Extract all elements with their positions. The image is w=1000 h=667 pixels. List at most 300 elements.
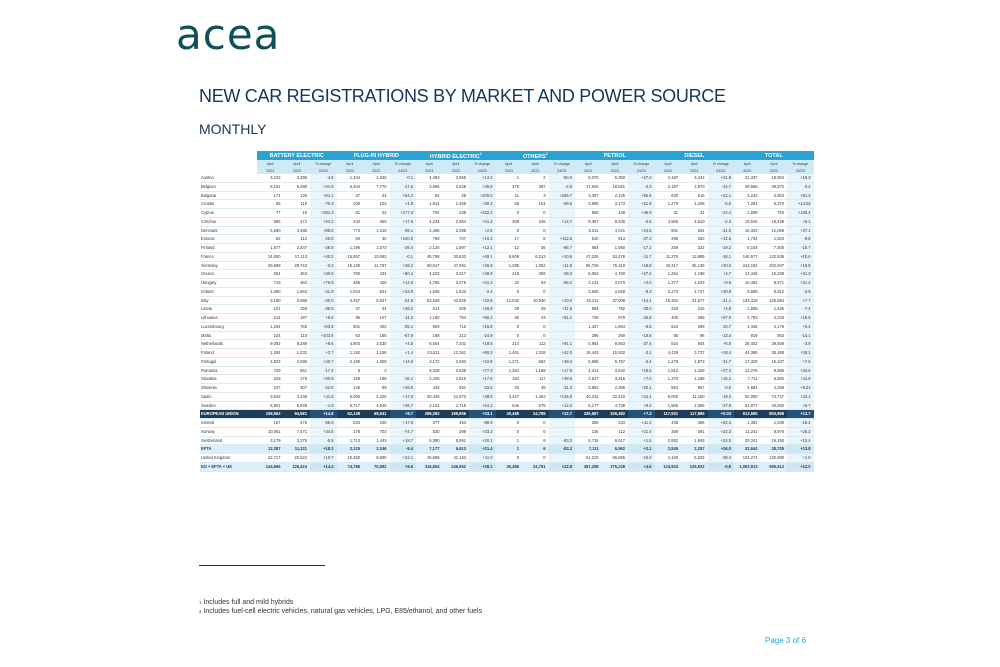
value-cell: 3,179: [257, 436, 284, 445]
value-cell: 126,424: [284, 462, 311, 471]
value-cell: 1,198: [681, 270, 708, 279]
value-cell: +11.5: [549, 305, 576, 314]
value-cell: 16,107: [761, 357, 788, 366]
country-cell: EFTA: [200, 445, 257, 454]
value-cell: 2,126: [416, 244, 443, 253]
value-cell: 108,562: [257, 410, 284, 419]
value-cell: 82: [257, 235, 284, 244]
value-cell: 63: [522, 279, 549, 288]
value-cell: +25.2: [787, 427, 814, 436]
value-cell: 202,947: [761, 261, 788, 270]
value-cell: 1,516: [363, 226, 390, 235]
value-cell: 2,345: [416, 375, 443, 384]
value-cell: +18.7: [390, 436, 417, 445]
value-cell: 1,863: [284, 287, 311, 296]
value-cell: 13,387: [257, 445, 284, 454]
value-cell: +88.8: [310, 226, 337, 235]
value-cell: +27.2: [628, 270, 655, 279]
value-cell: 246,962: [443, 462, 470, 471]
value-cell: 853: [655, 384, 682, 393]
value-cell: 5: [337, 366, 364, 375]
value-cell: [549, 454, 576, 463]
value-cell: 70,682: [363, 462, 390, 471]
value-cell: 76,319: [602, 261, 629, 270]
value-cell: 10,462: [734, 279, 761, 288]
group-label: PETROL: [603, 152, 626, 159]
table-row: [200, 217, 814, 226]
value-cell: +34.5: [310, 427, 337, 436]
value-cell: 9,387: [575, 217, 602, 226]
value-cell: 23,611: [416, 349, 443, 358]
value-cell: 501: [655, 226, 682, 235]
value-cell: +8.21: [787, 384, 814, 393]
value-cell: -67.9: [390, 331, 417, 340]
value-cell: 1,673: [363, 244, 390, 253]
value-cell: 1,443: [363, 436, 390, 445]
value-cell: +38.2: [390, 305, 417, 314]
value-cell: 32,410: [602, 392, 629, 401]
value-cell: +41.4: [469, 217, 496, 226]
value-cell: 584: [575, 305, 602, 314]
value-cell: 6,716: [575, 436, 602, 445]
value-cell: 28: [443, 191, 470, 200]
value-cell: 74,786: [337, 462, 364, 471]
value-cell: [549, 331, 576, 340]
value-cell: +63.9: [310, 322, 337, 331]
value-cell: 624: [655, 322, 682, 331]
value-cell: 953: [761, 331, 788, 340]
group-label: PLUG-IN HYBRID: [353, 152, 399, 159]
value-cell: 6,913: [443, 445, 470, 454]
value-cell: 3: [522, 191, 549, 200]
value-cell: 7,284: [734, 200, 761, 209]
value-cell: 754: [443, 314, 470, 323]
value-cell: +2.5: [469, 226, 496, 235]
value-cell: -16.4: [787, 419, 814, 428]
value-cell: +17.5: [469, 375, 496, 384]
value-cell: 426: [363, 279, 390, 288]
value-cell: 504: [681, 340, 708, 349]
value-cell: 6,480: [284, 182, 311, 191]
value-cell: 1,062: [522, 261, 549, 270]
subheader-cell: % change: [310, 160, 337, 167]
value-cell: 1,189: [522, 366, 549, 375]
value-cell: 1,848: [681, 436, 708, 445]
country-cell: Hungary: [200, 279, 257, 288]
value-cell: +11.5: [549, 261, 576, 270]
value-cell: +61.1: [310, 191, 337, 200]
value-cell: +4.5: [390, 340, 417, 349]
value-cell: +18.4: [708, 349, 735, 358]
value-cell: 12: [496, 244, 523, 253]
country-cell: Denmark: [200, 226, 257, 235]
table-row: [200, 314, 814, 323]
value-cell: +21.9: [708, 174, 735, 182]
value-cell: +49.9: [469, 270, 496, 279]
value-cell: 60: [337, 235, 364, 244]
value-cell: 34: [363, 305, 390, 314]
value-cell: 434: [337, 217, 364, 226]
value-cell: 243,182: [734, 261, 761, 270]
value-cell: 117,896: [681, 410, 708, 419]
table-row: [200, 296, 814, 305]
value-cell: -36.5: [310, 305, 337, 314]
subheader-cell: April: [734, 160, 761, 167]
subheader-cell: % change: [549, 160, 576, 167]
value-cell: 132,980: [761, 454, 788, 463]
value-cell: +103.6: [310, 331, 337, 340]
value-cell: 29: [522, 305, 549, 314]
value-cell: 4,760: [602, 270, 629, 279]
value-cell: 472: [284, 217, 311, 226]
value-cell: +23.1: [787, 392, 814, 401]
value-cell: 107: [363, 314, 390, 323]
value-cell: 4,428: [655, 349, 682, 358]
subheader-year-cell: 2024: [655, 167, 682, 174]
table-row: [200, 410, 814, 419]
value-cell: +18.5: [787, 314, 814, 323]
value-cell: 1,254: [655, 270, 682, 279]
value-cell: +22.8: [469, 357, 496, 366]
value-cell: 1,873: [681, 357, 708, 366]
value-cell: 3,642: [602, 366, 629, 375]
value-cell: 12,361: [443, 349, 470, 358]
value-cell: 20,592: [761, 401, 788, 410]
value-cell: -3.9: [787, 287, 814, 296]
value-cell: 3,970: [681, 182, 708, 191]
value-cell: +18.2: [310, 445, 337, 454]
value-cell: 841: [363, 287, 390, 296]
subheader-year-cell: 24/23: [628, 167, 655, 174]
value-cell: 146,577: [734, 252, 761, 261]
value-cell: 1,279: [655, 200, 682, 209]
value-cell: -0.1: [390, 174, 417, 182]
value-cell: +17.0: [390, 392, 417, 401]
value-cell: 1,271: [496, 357, 523, 366]
value-cell: 375,228: [602, 462, 629, 471]
value-cell: +200.0: [469, 191, 496, 200]
group-header-5: [655, 151, 735, 160]
value-cell: 1,029: [522, 349, 549, 358]
value-cell: 2: [522, 174, 549, 182]
value-cell: 134,274: [734, 454, 761, 463]
subheader-cell: April: [257, 160, 284, 167]
value-cell: 215: [496, 270, 523, 279]
value-cell: 40,317: [655, 261, 682, 270]
value-cell: +55.6: [628, 191, 655, 200]
table-row: [200, 349, 814, 358]
value-cell: 3,395: [284, 174, 311, 182]
value-cell: 178: [337, 427, 364, 436]
value-cell: 84: [416, 191, 443, 200]
value-cell: 2,347: [284, 244, 311, 253]
value-cell: -7.4: [787, 305, 814, 314]
value-cell: 3,172: [416, 357, 443, 366]
value-cell: +21.4: [628, 427, 655, 436]
value-cell: 182: [496, 375, 523, 384]
value-cell: 703: [363, 427, 390, 436]
country-cell: Czechia: [200, 217, 257, 226]
value-cell: 188: [363, 375, 390, 384]
value-cell: 85: [655, 331, 682, 340]
value-cell: -44.7: [708, 182, 735, 191]
value-cell: -3.9: [787, 340, 814, 349]
value-cell: -65.2: [549, 279, 576, 288]
value-cell: 4,904: [337, 340, 364, 349]
value-cell: 159: [284, 305, 311, 314]
country-cell: Bulgaria: [200, 191, 257, 200]
value-cell: 15,442: [575, 349, 602, 358]
value-cell: -14.1: [787, 331, 814, 340]
value-cell: 1,639: [761, 419, 788, 428]
value-cell: 1: [496, 436, 523, 445]
value-cell: +10.4: [787, 436, 814, 445]
value-cell: 17: [496, 235, 523, 244]
value-cell: 729: [257, 366, 284, 375]
value-cell: [549, 419, 576, 428]
value-cell: 18,302: [655, 296, 682, 305]
value-cell: 47,245: [575, 252, 602, 261]
value-cell: -4.8: [310, 174, 337, 182]
subheader-cell: April: [337, 160, 364, 167]
country-cell: United Kingdom: [200, 454, 257, 463]
value-cell: 161: [522, 200, 549, 209]
value-cell: 9,553: [602, 340, 629, 349]
value-cell: 175: [284, 375, 311, 384]
value-cell: -4.5: [549, 182, 576, 191]
value-cell: 10,940: [522, 296, 549, 305]
value-cell: +17.0: [390, 419, 417, 428]
value-cell: +20.1: [628, 384, 655, 393]
subheader-year-cell: 2024: [257, 167, 284, 174]
value-cell: 16,867: [337, 252, 364, 261]
value-cell: 29,743: [284, 261, 311, 270]
value-cell: 8,912: [761, 287, 788, 296]
country-cell: Austria: [200, 174, 257, 182]
value-cell: 7,711: [734, 375, 761, 384]
country-cell: Greece: [200, 270, 257, 279]
value-cell: +24.5: [708, 436, 735, 445]
table-row: [200, 209, 814, 218]
value-cell: 595: [257, 217, 284, 226]
value-cell: [549, 287, 576, 296]
value-cell: 1,737: [681, 287, 708, 296]
table-row: [200, 392, 814, 401]
value-cell: 112: [284, 235, 311, 244]
value-cell: 8,070: [575, 174, 602, 182]
value-cell: +18.5: [628, 366, 655, 375]
value-cell: 11,150: [681, 392, 708, 401]
value-cell: 6,370: [761, 200, 788, 209]
value-cell: +24.1: [628, 392, 655, 401]
value-cell: +42.0: [549, 349, 576, 358]
value-cell: 1,345: [363, 174, 390, 182]
value-cell: 12,058: [761, 226, 788, 235]
value-cell: 2,552: [655, 436, 682, 445]
value-cell: 6: [522, 445, 549, 454]
country-cell: Slovakia: [200, 375, 257, 384]
value-cell: 5,947: [363, 296, 390, 305]
value-cell: 11: [496, 191, 523, 200]
value-cell: +6.4: [787, 322, 814, 331]
table-header: [200, 151, 814, 174]
value-cell: +25.7: [390, 401, 417, 410]
value-cell: +38.5: [549, 375, 576, 384]
value-cell: 0: [496, 322, 523, 331]
value-cell: 0: [496, 226, 523, 235]
value-cell: +26.9: [469, 305, 496, 314]
country-cell: Lithuania: [200, 314, 257, 323]
value-cell: 3,547: [575, 375, 602, 384]
subheader-cell: April: [681, 160, 708, 167]
value-cell: 133,319: [734, 296, 761, 305]
group-footnote-mark: 2: [545, 151, 548, 156]
value-cell: +28.4: [390, 261, 417, 270]
value-cell: 8,289: [284, 340, 311, 349]
value-cell: -10.7: [708, 322, 735, 331]
value-cell: 0: [496, 427, 523, 436]
group-header-row: [200, 151, 814, 160]
value-cell: 3,307: [575, 191, 602, 200]
value-cell: +41.2: [469, 279, 496, 288]
value-cell: 1,160: [416, 314, 443, 323]
value-cell: 296: [575, 331, 602, 340]
subheader-year-cell: 24/23: [787, 167, 814, 174]
value-cell: 259: [575, 419, 602, 428]
subheader-year-cell: 2023: [363, 167, 390, 174]
footnote-separator: [199, 565, 325, 566]
value-cell: 369: [602, 331, 629, 340]
value-cell: +14.1: [628, 296, 655, 305]
value-cell: 1,362: [734, 419, 761, 428]
value-cell: +2.7: [310, 349, 337, 358]
country-cell: Poland: [200, 349, 257, 358]
value-cell: 3,895: [575, 200, 602, 209]
subheader-cell: April: [284, 160, 311, 167]
value-cell: +21.4: [469, 445, 496, 454]
value-cell: 65: [496, 200, 523, 209]
table-row: [200, 384, 814, 393]
value-cell: 3,017: [443, 270, 470, 279]
subheader-cell: % change: [469, 160, 496, 167]
value-cell: 2,085: [681, 401, 708, 410]
value-cell: +33.3: [469, 427, 496, 436]
value-cell: -28.4: [390, 244, 417, 253]
value-cell: 1,384: [496, 366, 523, 375]
value-cell: 4,694: [734, 384, 761, 393]
value-cell: +1.4: [390, 349, 417, 358]
value-cell: 30: [363, 235, 390, 244]
value-cell: +11.9: [787, 375, 814, 384]
value-cell: +46.9: [628, 209, 655, 218]
value-cell: 0: [496, 209, 523, 218]
value-cell: 29,668: [257, 261, 284, 270]
value-cell: 7,111: [575, 445, 602, 454]
value-cell: 2,863: [575, 384, 602, 393]
value-cell: 4,176: [761, 322, 788, 331]
value-cell: 258: [681, 314, 708, 323]
value-cell: -37.3: [628, 235, 655, 244]
value-cell: -15.1: [390, 375, 417, 384]
value-cell: 3: [363, 366, 390, 375]
value-cell: 112: [522, 340, 549, 349]
value-cell: 369: [363, 217, 390, 226]
value-cell: +33.1: [469, 410, 496, 419]
value-cell: 4,467: [337, 296, 364, 305]
value-cell: 32,644: [734, 445, 761, 454]
value-cell: +15.2: [708, 375, 735, 384]
value-cell: -2.3: [708, 217, 735, 226]
value-cell: 4,338: [761, 384, 788, 393]
subheader-row-month: [200, 160, 814, 167]
country-cell: Estonia: [200, 235, 257, 244]
value-cell: 6,350: [602, 174, 629, 182]
value-cell: +10.7: [310, 454, 337, 463]
value-cell: 13,885: [681, 252, 708, 261]
subheader-cell: % change: [787, 160, 814, 167]
value-cell: 285: [655, 235, 682, 244]
registrations-table: [200, 151, 814, 472]
value-cell: 9,000: [655, 392, 682, 401]
value-cell: 11,321: [284, 445, 311, 454]
table-row: [200, 375, 814, 384]
value-cell: 30,439: [416, 392, 443, 401]
value-cell: 2,458: [416, 226, 443, 235]
value-cell: +28.1: [469, 462, 496, 471]
value-cell: +40.7: [310, 357, 337, 366]
country-cell: Netherlands: [200, 340, 257, 349]
table-row: [200, 331, 814, 340]
value-cell: [390, 366, 417, 375]
value-cell: +30.5: [310, 270, 337, 279]
value-cell: +14.03: [787, 200, 814, 209]
value-cell: +39.4: [549, 357, 576, 366]
value-cell: +4.7: [708, 270, 735, 279]
value-cell: +105.4: [787, 209, 814, 218]
value-cell: 1,677: [257, 244, 284, 253]
value-cell: +7.7: [787, 296, 814, 305]
value-cell: 792: [602, 305, 629, 314]
value-cell: +17.5: [549, 366, 576, 375]
value-cell: 30,486: [496, 462, 523, 471]
value-cell: 21,977: [734, 401, 761, 410]
value-cell: 402: [363, 322, 390, 331]
group-label: OTHERS: [522, 153, 546, 160]
value-cell: 773: [337, 226, 364, 235]
value-cell: 434: [363, 270, 390, 279]
value-cell: 42,211: [575, 296, 602, 305]
value-cell: 2,583: [443, 357, 470, 366]
value-cell: 2,386: [602, 384, 629, 393]
value-cell: -2.4: [628, 357, 655, 366]
value-cell: +15.3: [787, 174, 814, 182]
value-cell: 22,717: [257, 454, 284, 463]
value-cell: 0: [496, 287, 523, 296]
value-cell: -9.8: [787, 235, 814, 244]
value-cell: 1: [496, 445, 523, 454]
value-cell: +100.0: [390, 235, 417, 244]
subheader-year-cell: 2023: [522, 167, 549, 174]
value-cell: +15.8: [469, 322, 496, 331]
value-cell: -17.4: [310, 366, 337, 375]
value-cell: 10,051: [257, 427, 284, 436]
value-cell: 136: [284, 191, 311, 200]
value-cell: 259: [655, 244, 682, 253]
country-cell: Cyprus: [200, 209, 257, 218]
value-cell: +1.9: [390, 200, 417, 209]
value-cell: 28,705: [761, 445, 788, 454]
value-cell: -10.0: [628, 454, 655, 463]
